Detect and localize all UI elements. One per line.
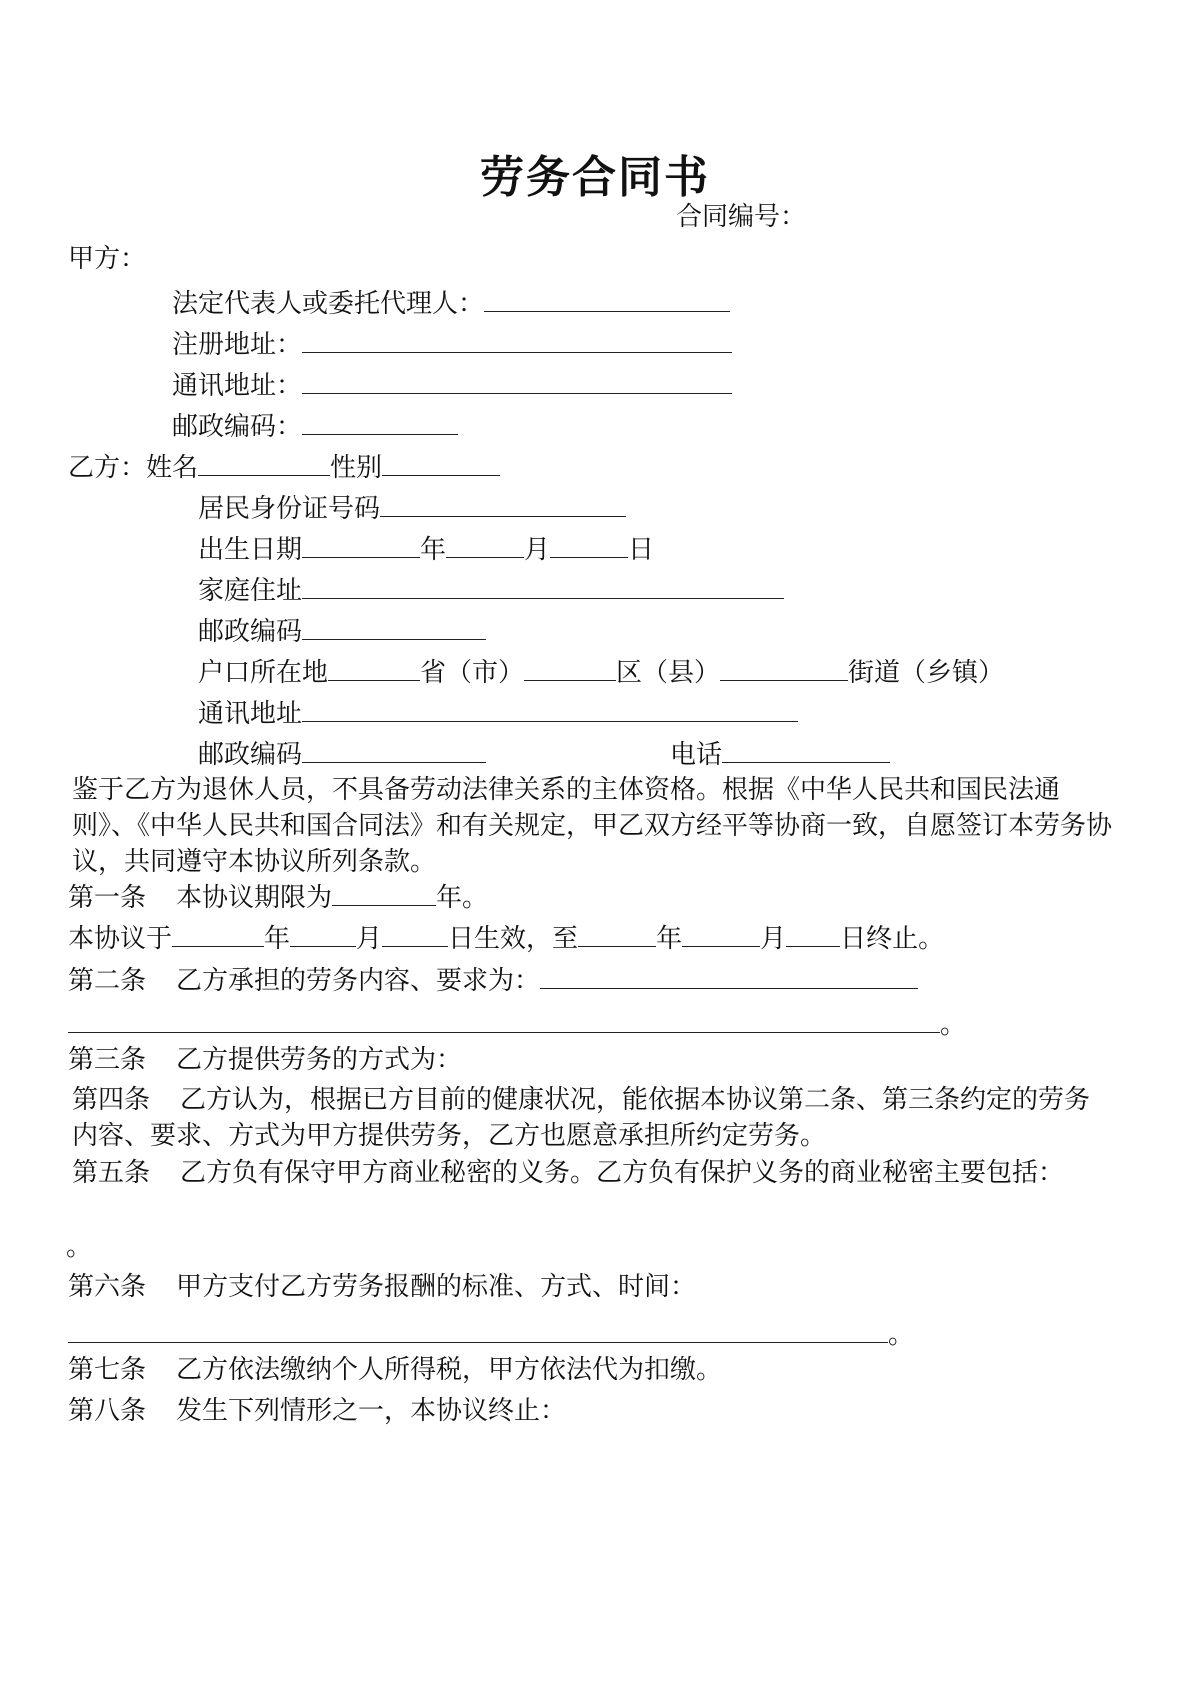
article-5-text: 乙方负有保守甲方商业秘密的义务。乙方负有保护义务的商业秘密主要包括：	[180, 1158, 1065, 1188]
hukou-label: 户口所在地	[198, 658, 329, 688]
day-label: 日	[628, 535, 655, 565]
birth-date-row	[198, 531, 655, 565]
phone-label: 电话	[670, 740, 723, 770]
article-1-text: 本协议期限为	[176, 883, 333, 913]
party-a-representative-row	[172, 285, 730, 319]
birth-date-label: 出生日期	[198, 535, 303, 565]
party-b-mail-address-label: 通讯地址	[198, 699, 303, 729]
hukou-row	[198, 654, 1005, 688]
effective-day: 日生效，至	[448, 924, 579, 954]
party-b-postcode-row	[198, 613, 486, 647]
effective-month2: 月	[760, 924, 787, 954]
article-6	[68, 1272, 696, 1302]
effective-year2: 年	[656, 924, 683, 954]
name-blank[interactable]	[198, 449, 330, 476]
home-address-row	[198, 572, 784, 606]
term-years-blank[interactable]	[332, 879, 436, 906]
article-4-number: 第四条	[72, 1085, 151, 1115]
article-5-number: 第五条	[72, 1158, 151, 1188]
party-b-mail-address-row	[198, 695, 798, 729]
article-6-end: 。	[888, 1320, 915, 1350]
registered-address-blank[interactable]	[302, 326, 732, 353]
province-label: 省（市）	[420, 658, 525, 688]
contract-number-label: 合同编号：	[676, 202, 807, 232]
article-1	[68, 879, 489, 913]
representative-label: 法定代表人或委托代理人：	[172, 289, 485, 319]
party-b-postcode-label: 邮政编码	[198, 617, 303, 647]
party-b-mail-address-blank[interactable]	[302, 695, 798, 722]
birth-day-blank[interactable]	[550, 531, 628, 558]
article-2-continuation	[68, 1006, 967, 1040]
party-a-registered-address-row	[172, 326, 732, 360]
article-7-number: 第七条	[68, 1355, 147, 1385]
article-8	[68, 1396, 566, 1426]
postcode-phone-row	[198, 736, 486, 770]
party-a-postcode-row	[172, 408, 458, 442]
id-number-row	[198, 490, 626, 524]
party-b-name-row	[68, 449, 500, 483]
mail-address-label: 通讯地址：	[172, 371, 303, 401]
article-3-number: 第三条	[68, 1045, 147, 1075]
article-1-year: 年。	[436, 883, 489, 913]
gender-blank[interactable]	[382, 449, 500, 476]
province-blank[interactable]	[328, 654, 420, 681]
article-3	[68, 1045, 462, 1075]
street-blank[interactable]	[720, 654, 848, 681]
page-title: 劳务合同书	[480, 152, 710, 203]
article-6-number: 第六条	[68, 1272, 147, 1302]
effective-text: 本协议于	[68, 924, 173, 954]
mail-address-blank[interactable]	[302, 367, 732, 394]
effective-month: 月	[356, 924, 383, 954]
id-number-label: 居民身份证号码	[198, 494, 381, 524]
article-4-text: 乙方认为，根据已方目前的健康状况，能依据本协议第二条、第三条约定的劳务内容、要求、方式为甲方提供劳务，乙方也愿意承担所约定劳务。	[72, 1085, 1091, 1151]
article-4	[72, 1082, 1112, 1154]
article-2-text: 乙方承担的劳务内容、要求为：	[176, 966, 541, 996]
article-5	[72, 1155, 1112, 1191]
party-b-postcode-blank[interactable]	[302, 613, 486, 640]
party-a-mail-address-row	[172, 367, 732, 401]
party-b-name-label: 乙方：姓名	[68, 453, 199, 483]
article-2-number: 第二条	[68, 966, 147, 996]
month-label: 月	[524, 535, 551, 565]
article-2	[68, 962, 918, 996]
phone-blank[interactable]	[722, 736, 890, 763]
article-5-end: 。	[66, 1232, 93, 1262]
end-day-blank[interactable]	[786, 920, 840, 947]
article-8-text: 发生下列情形之一，本协议终止：	[176, 1396, 567, 1426]
start-day-blank[interactable]	[382, 920, 448, 947]
effective-day-end: 日终止。	[840, 924, 945, 954]
article-6-continuation	[68, 1316, 915, 1350]
article-8-number: 第八条	[68, 1396, 147, 1426]
birth-year-blank[interactable]	[302, 531, 420, 558]
home-address-label: 家庭住址	[198, 576, 303, 606]
phone-row	[670, 736, 890, 770]
service-content-blank-2[interactable]	[68, 1006, 940, 1033]
article-1-number: 第一条	[68, 883, 147, 913]
article-6-text: 甲方支付乙方劳务报酬的标准、方式、时间：	[176, 1272, 697, 1302]
payment-terms-blank[interactable]	[68, 1316, 888, 1343]
effective-period-row	[68, 920, 945, 954]
postcode-label: 邮政编码：	[172, 412, 303, 442]
year-label: 年	[420, 535, 447, 565]
article-7-text: 乙方依法缴纳个人所得税，甲方依法代为扣缴。	[176, 1355, 723, 1385]
start-month-blank[interactable]	[290, 920, 356, 947]
preamble-paragraph: 鉴于乙方为退休人员，不具备劳动法律关系的主体资格。根据《中华人民共和国民法通则》、《中华人民共和国合同法》和有关规定，甲乙双方经平等协商一致，自愿签订本劳务协议，共同遵守本协议所列条款。	[72, 775, 1113, 877]
party-b-postcode2-label: 邮政编码	[198, 740, 303, 770]
end-month-blank[interactable]	[682, 920, 760, 947]
effective-year: 年	[264, 924, 291, 954]
id-number-blank[interactable]	[380, 490, 626, 517]
gender-label: 性别	[330, 453, 383, 483]
start-year-blank[interactable]	[172, 920, 264, 947]
district-blank[interactable]	[524, 654, 616, 681]
end-year-blank[interactable]	[578, 920, 656, 947]
birth-month-blank[interactable]	[446, 531, 524, 558]
registered-address-label: 注册地址：	[172, 330, 303, 360]
service-content-blank[interactable]	[540, 962, 918, 989]
street-label: 街道（乡镇）	[848, 658, 1005, 688]
representative-blank[interactable]	[484, 285, 730, 312]
article-3-text: 乙方提供劳务的方式为：	[176, 1045, 463, 1075]
party-a-label: 甲方：	[68, 244, 147, 274]
article-7	[68, 1355, 722, 1385]
district-label: 区（县）	[616, 658, 721, 688]
postcode-blank[interactable]	[302, 408, 458, 435]
party-b-postcode2-blank[interactable]	[302, 736, 486, 763]
home-address-blank[interactable]	[302, 572, 784, 599]
article-2-end: 。	[940, 1010, 967, 1040]
